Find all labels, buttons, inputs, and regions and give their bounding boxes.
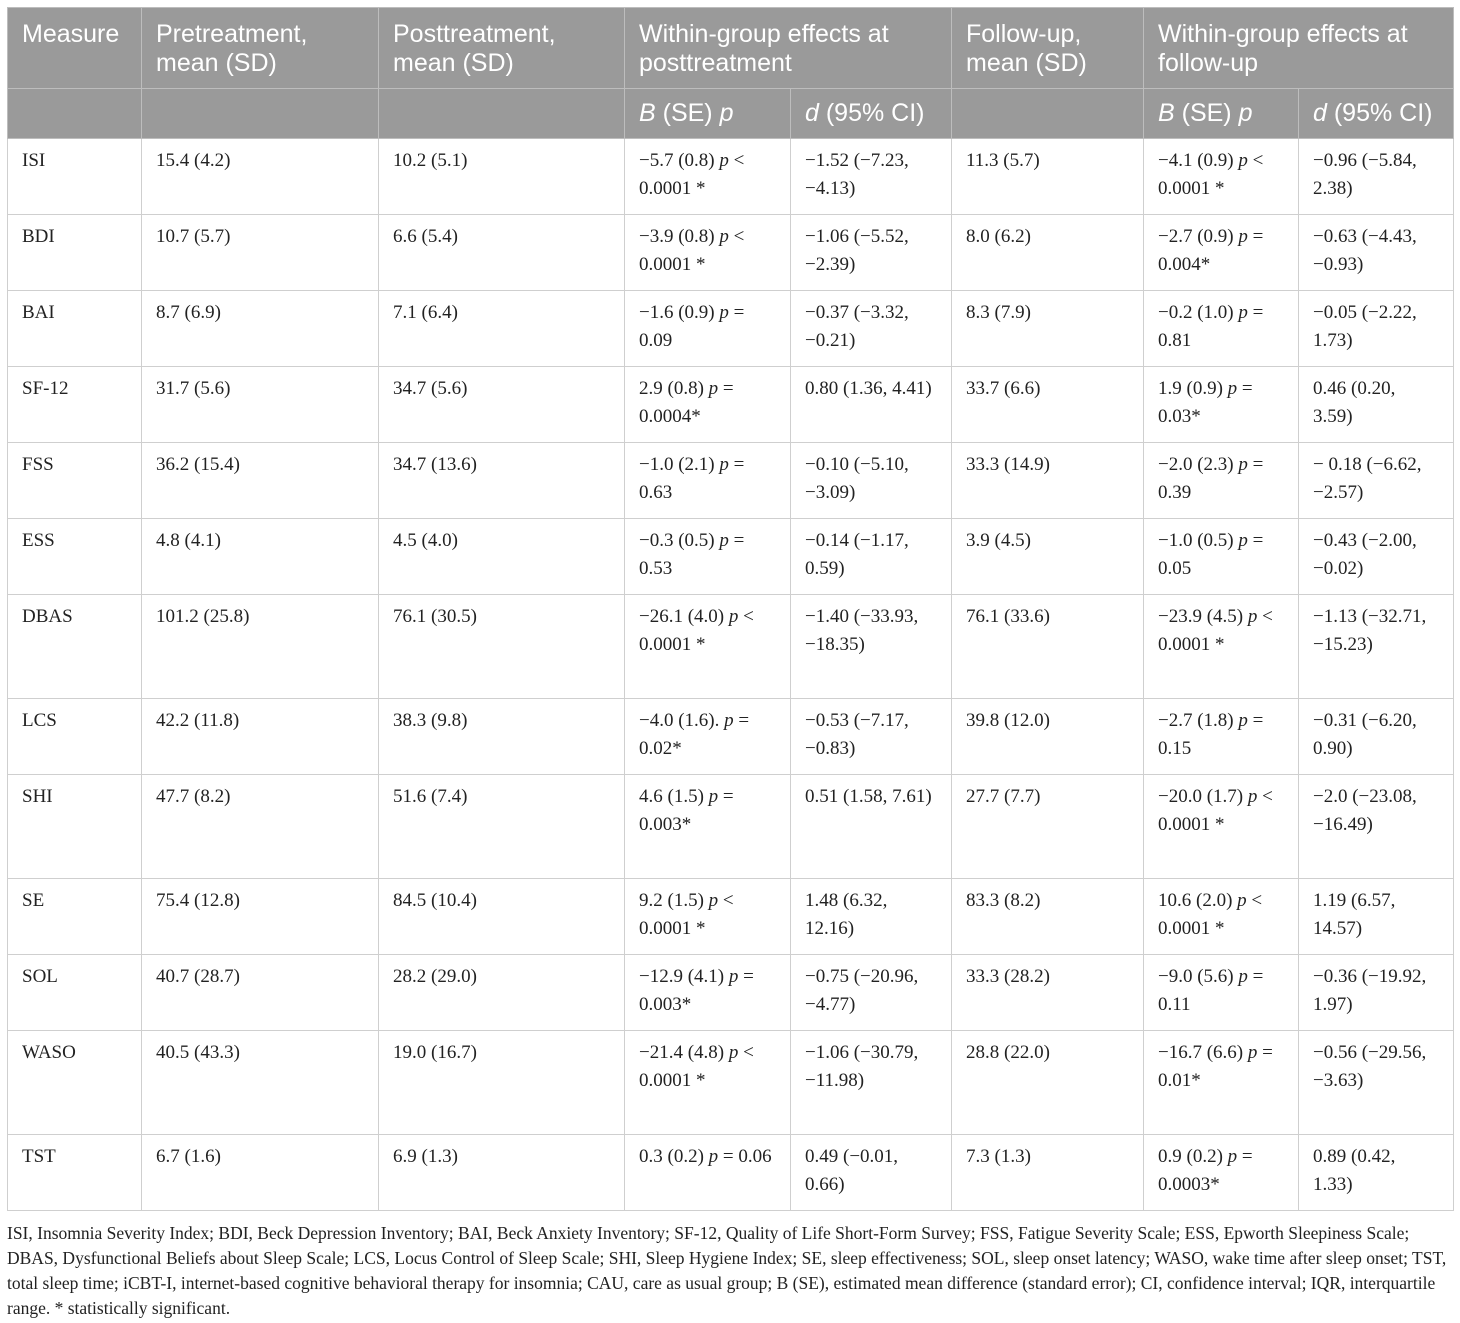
cell-d-ci-fu: −0.31 (−6.20, 0.90) [1299,699,1454,775]
table-row [8,775,1454,879]
cell-b-se-p-post: −26.1 (4.0) p < 0.0001 * [625,595,791,699]
cell-measure: SOL [8,955,142,1031]
cell-posttreatment: 34.7 (5.6) [379,367,625,443]
header-measure: Measure [8,8,142,89]
cell-b-se-p-fu: −2.7 (1.8) p = 0.15 [1144,699,1299,775]
table-row [8,699,1454,775]
p-symbol: p [719,454,729,475]
table-body [8,139,1454,1211]
cell-d-ci-post: −0.53 (−7.17, −0.83) [791,699,952,775]
se-label: (SE) [1174,99,1239,127]
p-symbol: p [708,890,719,911]
cell-d-ci-post: −0.37 (−3.32, −0.21) [791,291,952,367]
cell-posttreatment: 19.0 (16.7) [379,1031,625,1135]
p-symbol: p [1238,99,1253,127]
cell-follow-up: 39.8 (12.0) [952,699,1144,775]
header-row-1 [8,8,1454,89]
p-symbol: p [1238,150,1248,171]
cell-posttreatment: 34.7 (13.6) [379,443,625,519]
cell-measure: SE [8,879,142,955]
header-d-ci-post [791,89,952,139]
cell-b-se-p-fu: −20.0 (1.7) p < 0.0001 * [1144,775,1299,879]
cell-measure: BDI [8,215,142,291]
cell-measure: BAI [8,291,142,367]
cell-pretreatment: 15.4 (4.2) [142,139,379,215]
cell-b-se-p-post: 2.9 (0.8) p = 0.0004* [625,367,791,443]
header-row-2 [8,89,1454,139]
cell-d-ci-fu: −0.56 (−29.56, −3.63) [1299,1031,1454,1135]
cell-b-se-p-post: −3.9 (0.8) p < 0.0001 * [625,215,791,291]
cell-follow-up: 33.3 (28.2) [952,955,1144,1031]
cell-posttreatment: 38.3 (9.8) [379,699,625,775]
cell-follow-up: 33.3 (14.9) [952,443,1144,519]
cell-b-se-p-fu: 0.9 (0.2) p = 0.0003* [1144,1135,1299,1211]
cell-pretreatment: 8.7 (6.9) [142,291,379,367]
cell-b-se-p-post: −1.6 (0.9) p = 0.09 [625,291,791,367]
cell-posttreatment: 84.5 (10.4) [379,879,625,955]
cell-d-ci-post: −0.14 (−1.17, 0.59) [791,519,952,595]
cell-b-se-p-fu: −4.1 (0.9) p < 0.0001 * [1144,139,1299,215]
cell-b-se-p-post: −4.0 (1.6). p = 0.02* [625,699,791,775]
table-row [8,215,1454,291]
cell-follow-up: 11.3 (5.7) [952,139,1144,215]
cell-d-ci-fu: 1.19 (6.57, 14.57) [1299,879,1454,955]
header-empty-cell [379,89,625,139]
cell-d-ci-post: −0.10 (−5.10, −3.09) [791,443,952,519]
cell-measure: SHI [8,775,142,879]
p-symbol: p [708,786,719,807]
header-follow-up: Follow-up, mean (SD) [952,8,1144,89]
header-b-se-p-fu [1144,89,1299,139]
cell-d-ci-post: −1.52 (−7.23, −4.13) [791,139,952,215]
cell-b-se-p-fu: 1.9 (0.9) p = 0.03* [1144,367,1299,443]
cell-b-se-p-fu: −2.7 (0.9) p = 0.004* [1144,215,1299,291]
cell-pretreatment: 42.2 (11.8) [142,699,379,775]
cell-posttreatment: 28.2 (29.0) [379,955,625,1031]
p-symbol: p [708,1146,719,1167]
cell-follow-up: 3.9 (4.5) [952,519,1144,595]
cell-pretreatment: 40.5 (43.3) [142,1031,379,1135]
p-symbol: p [728,1042,739,1063]
p-symbol: p [1238,302,1248,323]
cell-measure: TST [8,1135,142,1211]
cell-posttreatment: 7.1 (6.4) [379,291,625,367]
cell-d-ci-fu: −0.96 (−5.84, 2.38) [1299,139,1454,215]
cell-b-se-p-fu: −9.0 (5.6) p = 0.11 [1144,955,1299,1031]
table-row [8,1031,1454,1135]
cell-measure: SF-12 [8,367,142,443]
header-empty-cell [952,89,1144,139]
cell-d-ci-fu: 0.89 (0.42, 1.33) [1299,1135,1454,1211]
cell-measure: ISI [8,139,142,215]
cell-pretreatment: 36.2 (15.4) [142,443,379,519]
header-empty-cell [8,89,142,139]
header-b-se-p-post [625,89,791,139]
p-symbol: p [719,99,734,127]
header-d-ci-fu [1299,89,1454,139]
header-empty-cell [142,89,379,139]
cell-follow-up: 27.7 (7.7) [952,775,1144,879]
cell-b-se-p-fu: −0.2 (1.0) p = 0.81 [1144,291,1299,367]
cell-posttreatment: 6.6 (5.4) [379,215,625,291]
p-symbol: p [1238,226,1248,247]
cell-measure: LCS [8,699,142,775]
ci-label: (95% CI) [1326,99,1433,127]
header-effects-follow-up: Within-group effects at follow-up [1144,8,1454,89]
p-symbol: p [1227,378,1238,399]
table-footnote: ISI, Insomnia Severity Index; BDI, Beck Depression Inventory; BAI, Beck Anxiety Inventory; SF-12, Quality of Life Short-Form Survey; FSS, Fatigue Severity Scale; ESS, Epworth Sleepiness Scale; DBAS, Dysfunctional Beliefs about Sleep Scale; LCS, Locus Control of Sleep Scale; SHI, Sleep Hygiene Index; SE, sleep effectiveness; SOL, sleep onset latency; WASO, wake time after sleep onset; TST, total sleep time; iCBT-I, internet-based cognitive behavioral therapy for insomnia; CAU, care as usual group; B (SE), estimated mean difference (standard error); CI, confidence interval; IQR, interquartile range. * statistically significant. [7,1223,1447,1318]
table-row [8,595,1454,699]
cell-pretreatment: 47.7 (8.2) [142,775,379,879]
cell-b-se-p-post: 9.2 (1.5) p < 0.0001 * [625,879,791,955]
cell-pretreatment: 31.7 (5.6) [142,367,379,443]
table-row [8,955,1454,1031]
ci-label: (95% CI) [818,99,925,127]
cell-d-ci-fu: −0.63 (−4.43, −0.93) [1299,215,1454,291]
d-symbol: d [1313,99,1327,127]
cell-b-se-p-post: −21.4 (4.8) p < 0.0001 * [625,1031,791,1135]
p-symbol: p [708,378,719,399]
p-symbol: p [1238,710,1248,731]
cell-b-se-p-post: −0.3 (0.5) p = 0.53 [625,519,791,595]
cell-pretreatment: 40.7 (28.7) [142,955,379,1031]
cell-pretreatment: 75.4 (12.8) [142,879,379,955]
table-row [8,519,1454,595]
cell-follow-up: 7.3 (1.3) [952,1135,1144,1211]
p-symbol: p [728,966,739,987]
cell-b-se-p-post: −1.0 (2.1) p = 0.63 [625,443,791,519]
cell-b-se-p-post: 0.3 (0.2) p = 0.06 [625,1135,791,1211]
cell-follow-up: 8.3 (7.9) [952,291,1144,367]
cell-d-ci-fu: −1.13 (−32.71, −15.23) [1299,595,1454,699]
cell-follow-up: 33.7 (6.6) [952,367,1144,443]
table-row [8,879,1454,955]
cell-b-se-p-fu: −16.7 (6.6) p = 0.01* [1144,1031,1299,1135]
cell-d-ci-fu: −0.05 (−2.22, 1.73) [1299,291,1454,367]
p-symbol: p [719,150,729,171]
table-row [8,291,1454,367]
cell-pretreatment: 6.7 (1.6) [142,1135,379,1211]
p-symbol: p [724,710,734,731]
results-table [7,7,1454,1211]
p-symbol: p [1247,786,1258,807]
p-symbol: p [719,226,729,247]
cell-b-se-p-fu: −2.0 (2.3) p = 0.39 [1144,443,1299,519]
header-pretreatment: Pretreatment, mean (SD) [142,8,379,89]
table-row [8,1135,1454,1211]
header-effects-posttreatment: Within-group effects at posttreatment [625,8,952,89]
cell-b-se-p-post: 4.6 (1.5) p = 0.003* [625,775,791,879]
results-table-container [7,7,1453,1211]
cell-b-se-p-post: −5.7 (0.8) p < 0.0001 * [625,139,791,215]
cell-measure: WASO [8,1031,142,1135]
cell-d-ci-post: 0.49 (−0.01, 0.66) [791,1135,952,1211]
cell-follow-up: 8.0 (6.2) [952,215,1144,291]
cell-d-ci-post: 0.80 (1.36, 4.41) [791,367,952,443]
p-symbol: p [1247,606,1258,627]
cell-b-se-p-fu: 10.6 (2.0) p < 0.0001 * [1144,879,1299,955]
cell-d-ci-fu: −0.43 (−2.00, −0.02) [1299,519,1454,595]
se-label: (SE) [655,99,720,127]
cell-pretreatment: 101.2 (25.8) [142,595,379,699]
p-symbol: p [1238,530,1248,551]
cell-posttreatment: 6.9 (1.3) [379,1135,625,1211]
table-row [8,139,1454,215]
cell-b-se-p-fu: −1.0 (0.5) p = 0.05 [1144,519,1299,595]
cell-d-ci-post: 1.48 (6.32, 12.16) [791,879,952,955]
header-posttreatment: Posttreatment, mean (SD) [379,8,625,89]
cell-measure: FSS [8,443,142,519]
cell-d-ci-post: −1.40 (−33.93, −18.35) [791,595,952,699]
cell-b-se-p-post: −12.9 (4.1) p = 0.003* [625,955,791,1031]
cell-posttreatment: 4.5 (4.0) [379,519,625,595]
cell-measure: ESS [8,519,142,595]
cell-d-ci-post: 0.51 (1.58, 7.61) [791,775,952,879]
cell-posttreatment: 76.1 (30.5) [379,595,625,699]
p-symbol: p [719,530,729,551]
cell-follow-up: 28.8 (22.0) [952,1031,1144,1135]
cell-d-ci-post: −1.06 (−30.79, −11.98) [791,1031,952,1135]
cell-d-ci-fu: − 0.18 (−6.62, −2.57) [1299,443,1454,519]
cell-d-ci-fu: −2.0 (−23.08, −16.49) [1299,775,1454,879]
cell-d-ci-fu: −0.36 (−19.92, 1.97) [1299,955,1454,1031]
b-symbol: B [1158,99,1175,127]
table-header [8,8,1454,139]
cell-follow-up: 76.1 (33.6) [952,595,1144,699]
cell-follow-up: 83.3 (8.2) [952,879,1144,955]
cell-d-ci-fu: 0.46 (0.20, 3.59) [1299,367,1454,443]
cell-measure: DBAS [8,595,142,699]
p-symbol: p [1227,1146,1238,1167]
cell-posttreatment: 10.2 (5.1) [379,139,625,215]
p-symbol: p [1237,890,1247,911]
table-row [8,443,1454,519]
p-symbol: p [1238,454,1248,475]
p-symbol: p [1238,966,1248,987]
cell-pretreatment: 10.7 (5.7) [142,215,379,291]
table-row [8,367,1454,443]
b-symbol: B [639,99,656,127]
cell-d-ci-post: −1.06 (−5.52, −2.39) [791,215,952,291]
p-symbol: p [719,302,729,323]
cell-pretreatment: 4.8 (4.1) [142,519,379,595]
p-symbol: p [728,606,739,627]
d-symbol: d [805,99,819,127]
cell-d-ci-post: −0.75 (−20.96, −4.77) [791,955,952,1031]
p-symbol: p [1247,1042,1258,1063]
cell-posttreatment: 51.6 (7.4) [379,775,625,879]
cell-b-se-p-fu: −23.9 (4.5) p < 0.0001 * [1144,595,1299,699]
